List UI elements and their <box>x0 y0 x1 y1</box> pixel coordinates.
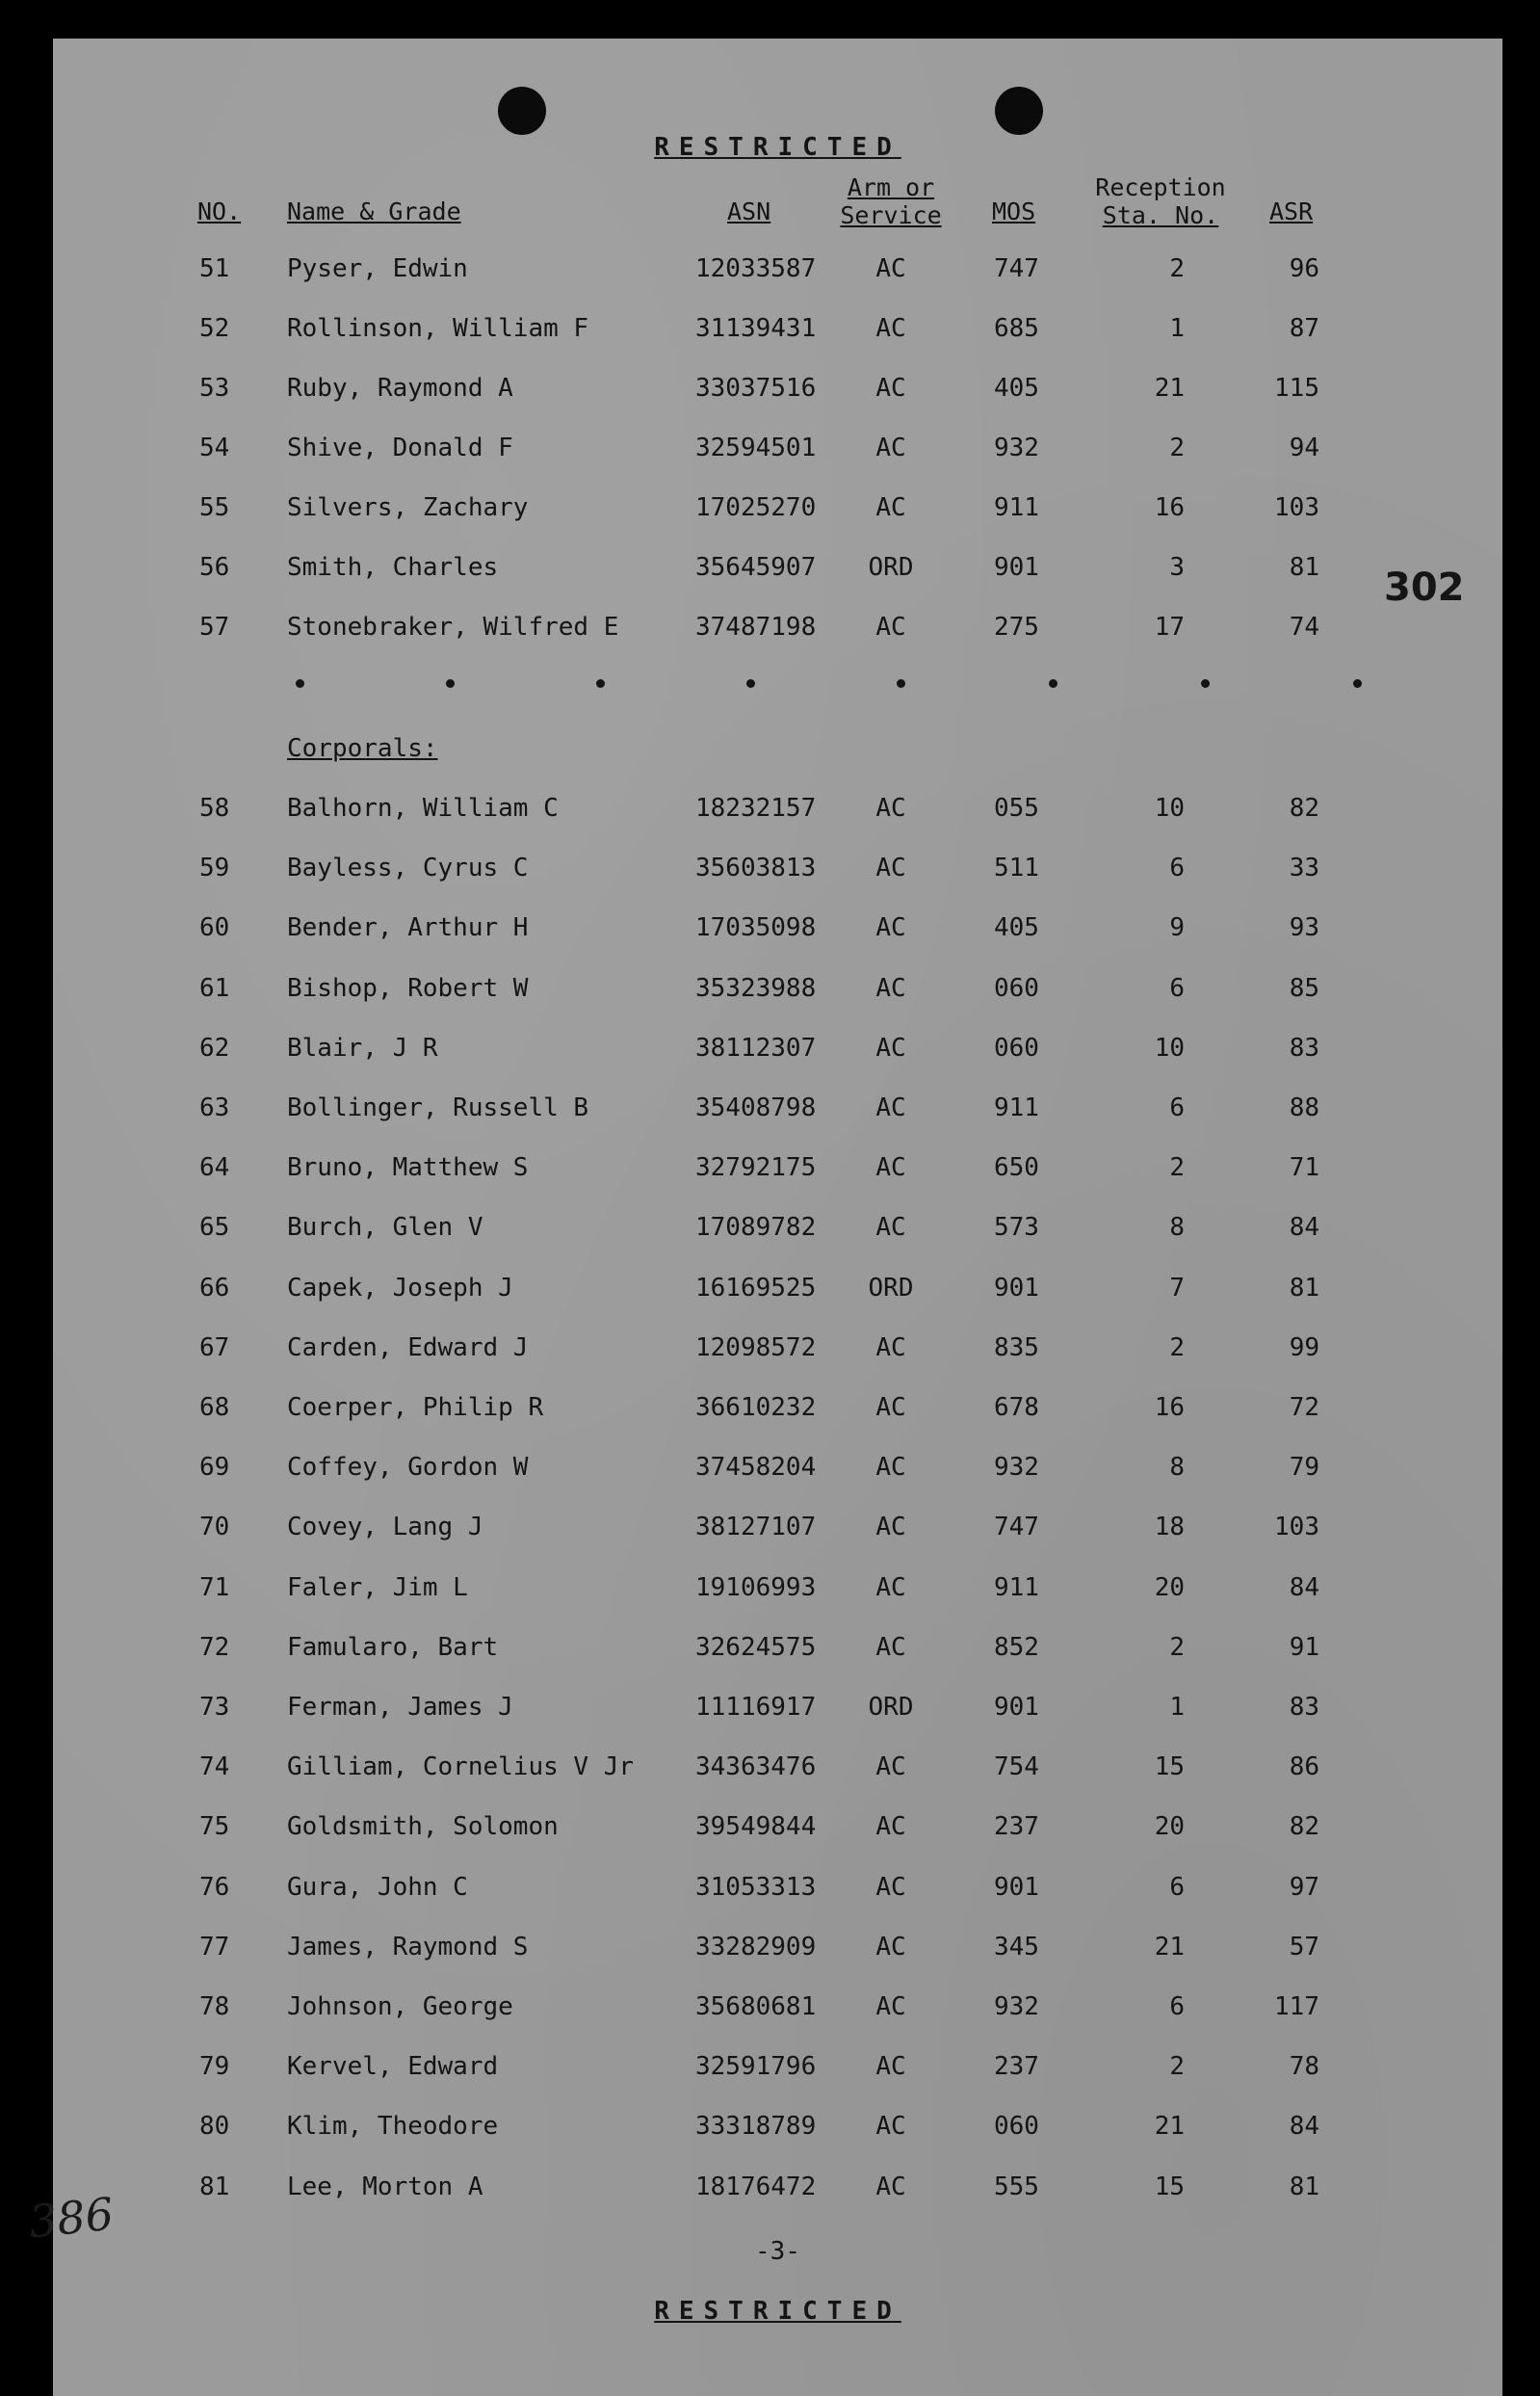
cell-name: Capek, Joseph J <box>287 1273 513 1303</box>
cell-mos: 747 <box>994 254 1039 283</box>
cell-name: Pyser, Edwin <box>287 254 468 283</box>
cell-asn: 31053313 <box>695 1872 817 1902</box>
cell-mos: 237 <box>994 2052 1039 2082</box>
cell-arm: AC <box>875 854 906 883</box>
cell-asn: 37487198 <box>695 613 817 642</box>
cell-arm: AC <box>875 1332 906 1362</box>
cell-arm: AC <box>875 2172 906 2201</box>
cell-asr: 117 <box>1274 1992 1319 2021</box>
cell-asn: 35408798 <box>695 1093 817 1122</box>
cell-arm: AC <box>875 1453 906 1483</box>
cell-mos: 911 <box>994 493 1039 522</box>
cell-asn: 33037516 <box>695 374 817 403</box>
cell-rec: 20 <box>1154 1572 1185 1602</box>
cell-mos: 932 <box>994 434 1039 462</box>
cell-asn: 35645907 <box>695 553 817 582</box>
cell-name: Kervel, Edward <box>287 2052 499 2082</box>
cell-asn: 37458204 <box>695 1453 817 1483</box>
cell-name: Coffey, Gordon W <box>287 1453 529 1483</box>
cell-arm: AC <box>875 1153 906 1183</box>
table-row <box>53 2052 1502 2091</box>
cell-asn: 34363476 <box>695 1752 817 1782</box>
cell-rec: 10 <box>1154 1033 1185 1063</box>
cell-asr: 84 <box>1289 1213 1319 1243</box>
cell-name: Burch, Glen V <box>287 1213 483 1243</box>
cell-name: Gura, John C <box>287 1872 468 1902</box>
cell-no: 68 <box>199 1393 230 1422</box>
cell-asr: 96 <box>1289 254 1319 283</box>
cell-asr: 78 <box>1289 2052 1319 2082</box>
cell-asn: 19106993 <box>695 1572 817 1602</box>
table-row <box>53 1453 1502 1491</box>
table-row <box>53 314 1502 353</box>
cell-asr: 81 <box>1289 2172 1319 2201</box>
column-header-no: NO. <box>197 197 242 225</box>
cell-arm: AC <box>875 374 906 403</box>
cell-asn: 39549844 <box>695 1812 817 1842</box>
cell-no: 55 <box>199 493 230 522</box>
cell-asr: 84 <box>1289 1572 1319 1602</box>
cell-rec: 9 <box>1169 913 1185 943</box>
cell-name: Bender, Arthur H <box>287 913 529 943</box>
cell-asr: 88 <box>1289 1093 1319 1122</box>
cell-asr: 94 <box>1289 434 1319 462</box>
table-row <box>53 1093 1502 1132</box>
cell-arm: AC <box>875 2052 906 2082</box>
table-row <box>53 493 1502 532</box>
classification-header: RESTRICTED <box>654 133 901 162</box>
table-row <box>53 2172 1502 2211</box>
cell-asn: 32594501 <box>695 434 817 462</box>
table-row <box>53 1153 1502 1192</box>
cell-asr: 72 <box>1289 1393 1319 1422</box>
cell-arm: AC <box>875 973 906 1003</box>
cell-mos: 055 <box>994 794 1039 823</box>
cell-asr: 84 <box>1289 2112 1319 2142</box>
table-row <box>53 553 1502 592</box>
cell-rec: 6 <box>1169 854 1185 883</box>
section-label-corporals: Corporals: <box>287 734 438 763</box>
cell-arm: AC <box>875 1213 906 1243</box>
cell-asr: 87 <box>1289 314 1319 343</box>
cell-rec: 21 <box>1154 1932 1185 1962</box>
cell-mos: 555 <box>994 2172 1039 2201</box>
table-row <box>53 374 1502 412</box>
cell-asn: 16169525 <box>695 1273 817 1303</box>
table-row <box>53 1752 1502 1791</box>
table-row <box>53 1333 1502 1372</box>
cell-rec: 3 <box>1169 553 1185 582</box>
cell-name: Famularo, Bart <box>287 1632 499 1662</box>
cell-name: Shive, Donald F <box>287 434 513 462</box>
cell-rec: 15 <box>1154 2172 1185 2201</box>
table-row <box>53 1513 1502 1551</box>
cell-arm: AC <box>875 1752 906 1782</box>
cell-mos: 573 <box>994 1213 1039 1243</box>
cell-no: 64 <box>199 1153 230 1183</box>
cell-mos: 060 <box>994 1033 1039 1063</box>
cell-asn: 11116917 <box>695 1693 817 1722</box>
cell-rec: 2 <box>1169 2052 1185 2082</box>
cell-rec: 2 <box>1169 254 1185 283</box>
column-header-reception: Reception Sta. No. <box>1095 173 1226 229</box>
column-header-asn: ASN <box>727 197 771 225</box>
cell-rec: 1 <box>1169 314 1185 343</box>
column-header-mos: MOS <box>992 197 1036 225</box>
cell-name: Ferman, James J <box>287 1693 513 1722</box>
cell-no: 72 <box>199 1632 230 1662</box>
cell-asr: 82 <box>1289 1812 1319 1842</box>
cell-no: 52 <box>199 314 230 343</box>
cell-asn: 12033587 <box>695 254 817 283</box>
cell-mos: 650 <box>994 1153 1039 1183</box>
cell-mos: 901 <box>994 1273 1039 1303</box>
table-row <box>53 613 1502 651</box>
cell-name: Rollinson, William F <box>287 314 589 343</box>
column-header-name: Name & Grade <box>287 197 461 225</box>
table-row <box>53 1213 1502 1251</box>
cell-arm: AC <box>875 1033 906 1063</box>
cell-no: 74 <box>199 1752 230 1782</box>
page-number: -3- <box>755 2237 800 2266</box>
cell-rec: 15 <box>1154 1752 1185 1782</box>
cell-rec: 21 <box>1154 2112 1185 2142</box>
cell-mos: 911 <box>994 1572 1039 1602</box>
cell-rec: 17 <box>1154 613 1185 642</box>
cell-no: 62 <box>199 1033 230 1063</box>
table-row <box>53 1992 1502 2031</box>
cell-name: Goldsmith, Solomon <box>287 1812 559 1842</box>
cell-rec: 6 <box>1169 1093 1185 1122</box>
cell-asr: 83 <box>1289 1033 1319 1063</box>
table-row <box>53 974 1502 1013</box>
cell-asr: 83 <box>1289 1693 1319 1722</box>
cell-mos: 911 <box>994 1093 1039 1122</box>
cell-rec: 6 <box>1169 973 1185 1003</box>
page-stamp-number: 302 <box>1384 566 1465 610</box>
cell-rec: 8 <box>1169 1213 1185 1243</box>
table-row <box>53 1393 1502 1432</box>
cell-arm: AC <box>875 1872 906 1902</box>
cell-arm: ORD <box>868 1273 914 1303</box>
cell-asn: 17025270 <box>695 493 817 522</box>
cell-asn: 17089782 <box>695 1213 817 1243</box>
cell-mos: 345 <box>994 1932 1039 1962</box>
cell-mos: 060 <box>994 2112 1039 2142</box>
cell-no: 80 <box>199 2112 230 2142</box>
cell-asn: 32591796 <box>695 2052 817 2082</box>
cell-asr: 103 <box>1274 493 1319 522</box>
cell-mos: 060 <box>994 973 1039 1003</box>
cell-asr: 85 <box>1289 973 1319 1003</box>
cell-mos: 405 <box>994 913 1039 943</box>
cell-asn: 35680681 <box>695 1992 817 2021</box>
cell-arm: AC <box>875 434 906 462</box>
cell-arm: AC <box>875 794 906 823</box>
cell-arm: AC <box>875 1992 906 2021</box>
cell-asr: 57 <box>1289 1932 1319 1962</box>
cell-no: 78 <box>199 1992 230 2021</box>
cell-asn: 31139431 <box>695 314 817 343</box>
cell-arm: AC <box>875 1572 906 1602</box>
cell-mos: 685 <box>994 314 1039 343</box>
cell-mos: 511 <box>994 854 1039 883</box>
cell-name: Smith, Charles <box>287 553 499 582</box>
cell-asr: 81 <box>1289 553 1319 582</box>
cell-asr: 86 <box>1289 1752 1319 1782</box>
cell-no: 58 <box>199 794 230 823</box>
cell-asr: 33 <box>1289 854 1319 883</box>
cell-asn: 33282909 <box>695 1932 817 1962</box>
cell-no: 63 <box>199 1093 230 1122</box>
cell-arm: AC <box>875 254 906 283</box>
table-row <box>53 1573 1502 1612</box>
cell-asn: 38112307 <box>695 1033 817 1063</box>
cell-asr: 93 <box>1289 913 1319 943</box>
cell-arm: AC <box>875 613 906 642</box>
cell-asr: 79 <box>1289 1453 1319 1483</box>
cell-name: Faler, Jim L <box>287 1572 468 1602</box>
cell-asr: 81 <box>1289 1273 1319 1303</box>
cell-asr: 99 <box>1289 1332 1319 1362</box>
cell-no: 75 <box>199 1812 230 1842</box>
cell-mos: 754 <box>994 1752 1039 1782</box>
cell-asr: 74 <box>1289 613 1319 642</box>
cell-asn: 12098572 <box>695 1332 817 1362</box>
cell-asn: 17035098 <box>695 913 817 943</box>
cell-asn: 32624575 <box>695 1632 817 1662</box>
cell-mos: 835 <box>994 1332 1039 1362</box>
cell-name: Johnson, George <box>287 1992 513 2021</box>
cell-name: Bruno, Matthew S <box>287 1153 529 1183</box>
table-row <box>53 1633 1502 1672</box>
separator-asterisks <box>53 679 1502 698</box>
column-header-asr: ASR <box>1269 197 1314 225</box>
cell-rec: 6 <box>1169 1992 1185 2021</box>
cell-name: Klim, Theodore <box>287 2112 499 2142</box>
cell-no: 54 <box>199 434 230 462</box>
cell-name: Bayless, Cyrus C <box>287 854 529 883</box>
cell-name: Balhorn, William C <box>287 794 559 823</box>
cell-no: 70 <box>199 1513 230 1542</box>
cell-name: Blair, J R <box>287 1033 438 1063</box>
cell-name: Covey, Lang J <box>287 1513 483 1542</box>
cell-name: Ruby, Raymond A <box>287 374 513 403</box>
handwritten-note: 386 <box>26 2187 117 2249</box>
cell-rec: 2 <box>1169 1632 1185 1662</box>
cell-mos: 747 <box>994 1513 1039 1542</box>
cell-rec: 16 <box>1154 1393 1185 1422</box>
cell-name: Bishop, Robert W <box>287 973 529 1003</box>
cell-arm: AC <box>875 1932 906 1962</box>
document-page <box>53 39 1502 2396</box>
cell-arm: AC <box>875 1393 906 1422</box>
cell-asn: 38127107 <box>695 1513 817 1542</box>
cell-no: 53 <box>199 374 230 403</box>
cell-rec: 2 <box>1169 1332 1185 1362</box>
cell-arm: AC <box>875 1093 906 1122</box>
cell-asr: 82 <box>1289 794 1319 823</box>
table-row <box>53 1933 1502 1971</box>
punch-hole <box>498 87 546 135</box>
cell-mos: 901 <box>994 1872 1039 1902</box>
cell-rec: 16 <box>1154 493 1185 522</box>
cell-mos: 932 <box>994 1453 1039 1483</box>
cell-rec: 10 <box>1154 794 1185 823</box>
table-row <box>53 254 1502 293</box>
cell-mos: 932 <box>994 1992 1039 2021</box>
cell-name: Bollinger, Russell B <box>287 1093 589 1122</box>
cell-no: 65 <box>199 1213 230 1243</box>
cell-no: 67 <box>199 1332 230 1362</box>
cell-no: 77 <box>199 1932 230 1962</box>
cell-name: Gilliam, Cornelius V Jr <box>287 1752 635 1782</box>
cell-mos: 275 <box>994 613 1039 642</box>
table-row <box>53 1812 1502 1851</box>
cell-mos: 237 <box>994 1812 1039 1842</box>
cell-arm: AC <box>875 493 906 522</box>
cell-mos: 901 <box>994 553 1039 582</box>
cell-arm: AC <box>875 913 906 943</box>
cell-rec: 2 <box>1169 434 1185 462</box>
cell-asn: 32792175 <box>695 1153 817 1183</box>
cell-arm: AC <box>875 1812 906 1842</box>
cell-mos: 405 <box>994 374 1039 403</box>
cell-asr: 97 <box>1289 1872 1319 1902</box>
column-header-arm: Arm or Service <box>840 173 942 229</box>
cell-name: Stonebraker, Wilfred E <box>287 613 619 642</box>
cell-rec: 18 <box>1154 1513 1185 1542</box>
cell-no: 51 <box>199 254 230 283</box>
cell-asr: 103 <box>1274 1513 1319 1542</box>
table-row <box>53 434 1502 472</box>
cell-rec: 21 <box>1154 374 1185 403</box>
cell-asn: 18176472 <box>695 2172 817 2201</box>
cell-rec: 6 <box>1169 1872 1185 1902</box>
table-row <box>53 794 1502 832</box>
cell-no: 57 <box>199 613 230 642</box>
table-row <box>53 854 1502 892</box>
cell-name: James, Raymond S <box>287 1932 529 1962</box>
punch-hole <box>995 87 1043 135</box>
cell-mos: 852 <box>994 1632 1039 1662</box>
cell-no: 61 <box>199 973 230 1003</box>
cell-no: 56 <box>199 553 230 582</box>
classification-footer: RESTRICTED <box>654 2297 901 2326</box>
cell-arm: AC <box>875 2112 906 2142</box>
cell-no: 76 <box>199 1872 230 1902</box>
cell-no: 69 <box>199 1453 230 1483</box>
table-row <box>53 1693 1502 1731</box>
cell-no: 71 <box>199 1572 230 1602</box>
table-row <box>53 1873 1502 1911</box>
cell-name: Lee, Morton A <box>287 2172 483 2201</box>
cell-name: Carden, Edward J <box>287 1332 529 1362</box>
cell-no: 79 <box>199 2052 230 2082</box>
cell-mos: 901 <box>994 1693 1039 1722</box>
table-row <box>53 1274 1502 1312</box>
cell-no: 81 <box>199 2172 230 2201</box>
cell-no: 59 <box>199 854 230 883</box>
cell-asn: 35323988 <box>695 973 817 1003</box>
cell-name: Silvers, Zachary <box>287 493 529 522</box>
cell-arm: AC <box>875 1513 906 1542</box>
cell-asr: 115 <box>1274 374 1319 403</box>
cell-mos: 678 <box>994 1393 1039 1422</box>
cell-asn: 18232157 <box>695 794 817 823</box>
cell-arm: AC <box>875 314 906 343</box>
cell-rec: 7 <box>1169 1273 1185 1303</box>
cell-no: 66 <box>199 1273 230 1303</box>
cell-rec: 1 <box>1169 1693 1185 1722</box>
cell-asr: 91 <box>1289 1632 1319 1662</box>
cell-rec: 20 <box>1154 1812 1185 1842</box>
cell-no: 73 <box>199 1693 230 1722</box>
table-row <box>53 2112 1502 2150</box>
cell-arm: AC <box>875 1632 906 1662</box>
cell-asr: 71 <box>1289 1153 1319 1183</box>
cell-asn: 33318789 <box>695 2112 817 2142</box>
cell-asn: 35603813 <box>695 854 817 883</box>
cell-name: Coerper, Philip R <box>287 1393 544 1422</box>
table-row <box>53 913 1502 952</box>
cell-rec: 2 <box>1169 1153 1185 1183</box>
cell-arm: ORD <box>868 553 914 582</box>
cell-arm: ORD <box>868 1693 914 1722</box>
cell-rec: 8 <box>1169 1453 1185 1483</box>
table-row <box>53 1034 1502 1072</box>
cell-no: 60 <box>199 913 230 943</box>
cell-asn: 36610232 <box>695 1393 817 1422</box>
